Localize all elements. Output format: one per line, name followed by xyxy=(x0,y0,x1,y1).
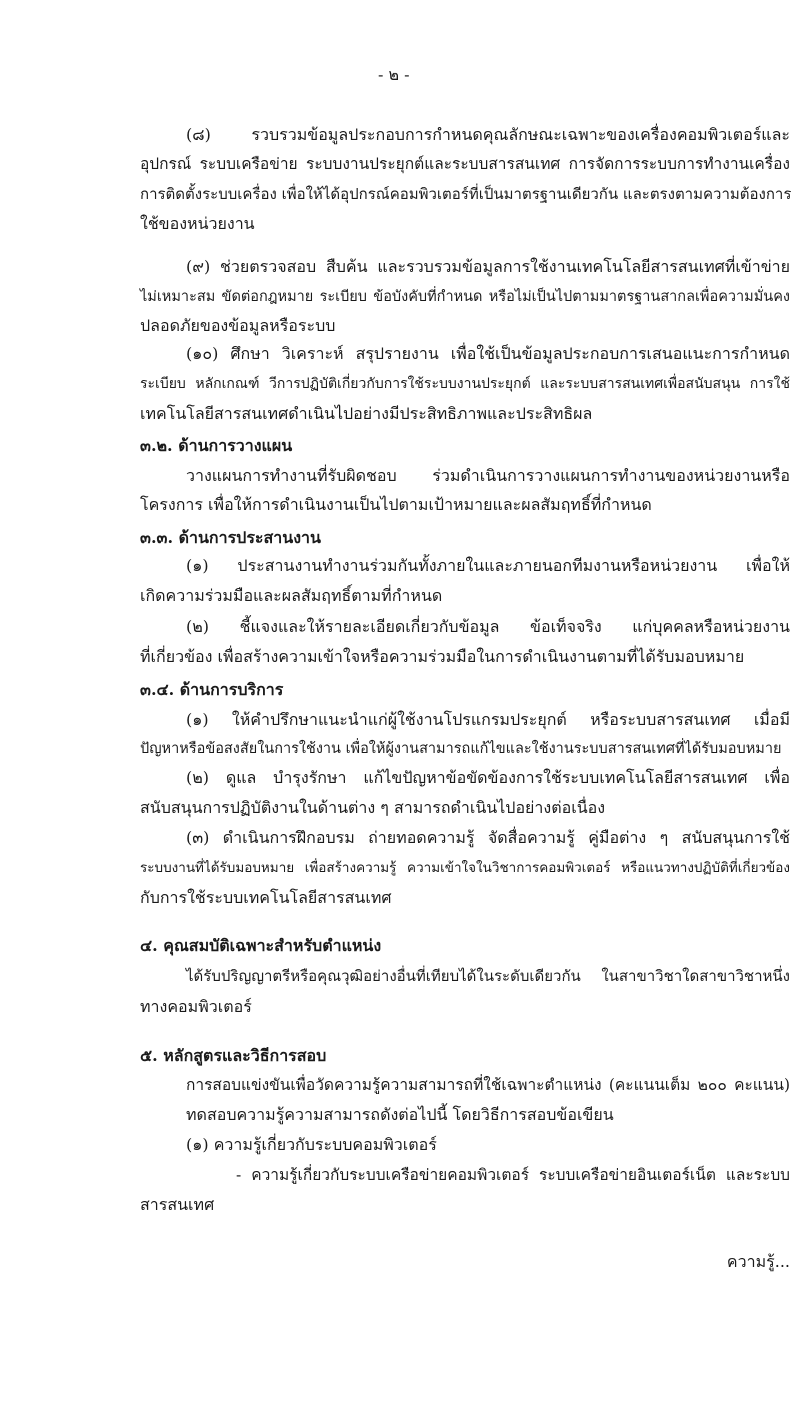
paragraph-line: (๘) รวบรวมข้อมูลประกอบการกำหนดคุณลักษณะเฉพาะของเครื่องคอมพิวเตอร์และ xyxy=(186,125,790,144)
paragraph-line: ไม่เหมาะสม ขัดต่อกฎหมาย ระเบียบ ข้อบังคับที่กำหนด หรือไม่เป็นไปตามมาตรฐานสากลเพื่อความมั่นคง xyxy=(140,289,790,305)
paragraph-line: ปลอดภัยของข้อมูลหรือระบบ xyxy=(140,316,336,335)
paragraph-line: โครงการ เพื่อให้การดำเนินงานเป็นไปตามเป้าหมายและผลสัมฤทธิ์ที่กำหนด xyxy=(140,495,652,514)
paragraph-line: ปัญหาหรือข้อสงสัยในการใช้งาน เพื่อให้ผู้งานสามารถแก้ไขและใช้งานระบบสารสนเทศที่ได้รับมอบหมาย xyxy=(140,741,782,757)
paragraph-line: (๑) ความรู้เกี่ยวกับระบบคอมพิวเตอร์ xyxy=(186,1135,437,1154)
paragraph-line: (๓) ดำเนินการฝึกอบรม ถ่ายทอดความรู้ จัดสื่อความรู้ คู่มือต่าง ๆ สนับสนุนการใช้ xyxy=(186,828,790,847)
paragraph-line: - ความรู้เกี่ยวกับระบบเครือข่ายคอมพิวเตอร์ ระบบเครือข่ายอินเตอร์เน็ต และระบบ xyxy=(236,1166,790,1184)
continuation-note: ความรู้... xyxy=(726,1252,790,1271)
paragraph-line: วางแผนการทำงานที่รับผิดชอบ ร่วมดำเนินการวางแผนการทำงานของหน่วยงานหรือ xyxy=(186,466,790,485)
page-number: - ๒ - xyxy=(378,65,410,84)
paragraph-line: ได้รับปริญญาตรีหรือคุณวุฒิอย่างอื่นที่เทียบได้ในระดับเดียวกัน ในสาขาวิชาใดสาขาวิชาหนึ่ง xyxy=(186,967,790,985)
paragraph-line: สารสนเทศ xyxy=(140,1195,215,1214)
paragraph-line: เทคโนโลยีสารสนเทศดำเนินไปอย่างมีประสิทธิภาพและประสิทธิผล xyxy=(140,404,593,423)
paragraph-line: ทดสอบความรู้ความสามารถดังต่อไปนี้ โดยวิธีการสอบข้อเขียน xyxy=(186,1105,614,1124)
paragraph-line: ทางคอมพิวเตอร์ xyxy=(140,997,252,1016)
paragraph-line: การติดตั้งระบบเครื่อง เพื่อให้ได้อุปกรณ์คอมพิวเตอร์ที่เป็นมาตรฐานเดียวกัน และตรงตามความต้องการ xyxy=(140,185,792,203)
paragraph-line: การสอบแข่งขันเพื่อวัดความรู้ความสามารถที่ใช้เฉพาะตำแหน่ง (คะแนนเต็ม ๒๐๐ คะแนน) xyxy=(186,1076,790,1094)
paragraph-line: กับการใช้ระบบเทคโนโลยีสารสนเทศ xyxy=(140,888,392,907)
section-heading: ๓.๔. ด้านการบริการ xyxy=(140,680,284,699)
paragraph-line: สนับสนุนการปฏิบัติงานในด้านต่าง ๆ สามารถดำเนินไปอย่างต่อเนื่อง xyxy=(140,798,606,817)
paragraph-line: (๑) ประสานงานทำงานร่วมกันทั้งภายในและภายนอกทีมงานหรือหน่วยงาน เพื่อให้ xyxy=(186,556,790,575)
paragraph-line: ระบบงานที่ได้รับมอบหมาย เพื่อสร้างความรู้ ความเข้าใจในวิชาการคอมพิวเตอร์ หรือแนวทางปฏิบัติที่เกี่ยวข้อง xyxy=(140,860,790,876)
section-heading: ๓.๒. ด้านการวางแผน xyxy=(140,436,293,455)
paragraph-line: (๑) ให้คำปรึกษาแนะนำแก่ผู้ใช้งานโปรแกรมประยุกต์ หรือระบบสารสนเทศ เมื่อมี xyxy=(186,710,790,729)
section-heading: ๓.๓. ด้านการประสานงาน xyxy=(140,528,321,547)
paragraph-line: อุปกรณ์ ระบบเครือข่าย ระบบงานประยุกต์และระบบสารสนเทศ การจัดการระบบการทำงานเครื่อง xyxy=(140,155,790,173)
section-heading: ๔. คุณสมบัติเฉพาะสำหรับตำแหน่ง xyxy=(140,936,382,955)
section-heading: ๕. หลักสูตรและวิธีการสอบ xyxy=(140,1046,327,1065)
paragraph-line: เกิดความร่วมมือและผลสัมฤทธิ์ตามที่กำหนด xyxy=(140,586,443,605)
paragraph-line: (๑๐) ศึกษา วิเคราะห์ สรุปรายงาน เพื่อใช้เป็นข้อมูลประกอบการเสนอแนะการกำหนด xyxy=(186,344,790,363)
paragraph-line: ใช้ของหน่วยงาน xyxy=(140,214,255,233)
paragraph-line: (๒) ชี้แจงและให้รายละเอียดเกี่ยวกับข้อมูล ข้อเท็จจริง แก่บุคคลหรือหน่วยงาน xyxy=(186,617,790,636)
paragraph-line: ระเบียบ หลักเกณฑ์ วีการปฏิบัติเกี่ยวกับการใช้ระบบงานประยุกต์ และระบบสารสนเทศเพื่อสนับสนุน การใช้ xyxy=(140,376,790,392)
paragraph-line: ที่เกี่ยวข้อง เพื่อสร้างความเข้าใจหรือความร่วมมือในการดำเนินงานตามที่ได้รับมอบหมาย xyxy=(140,647,745,666)
paragraph-line: (๒) ดูแล บำรุงรักษา แก้ไขปัญหาข้อขัดข้องการใช้ระบบเทคโนโลยีสารสนเทศ เพื่อ xyxy=(186,768,790,787)
paragraph-line: (๙) ช่วยตรวจสอบ สืบค้น และรวบรวมข้อมูลการใช้งานเทคโนโลยีสารสนเทศที่เข้าข่าย xyxy=(186,257,790,276)
